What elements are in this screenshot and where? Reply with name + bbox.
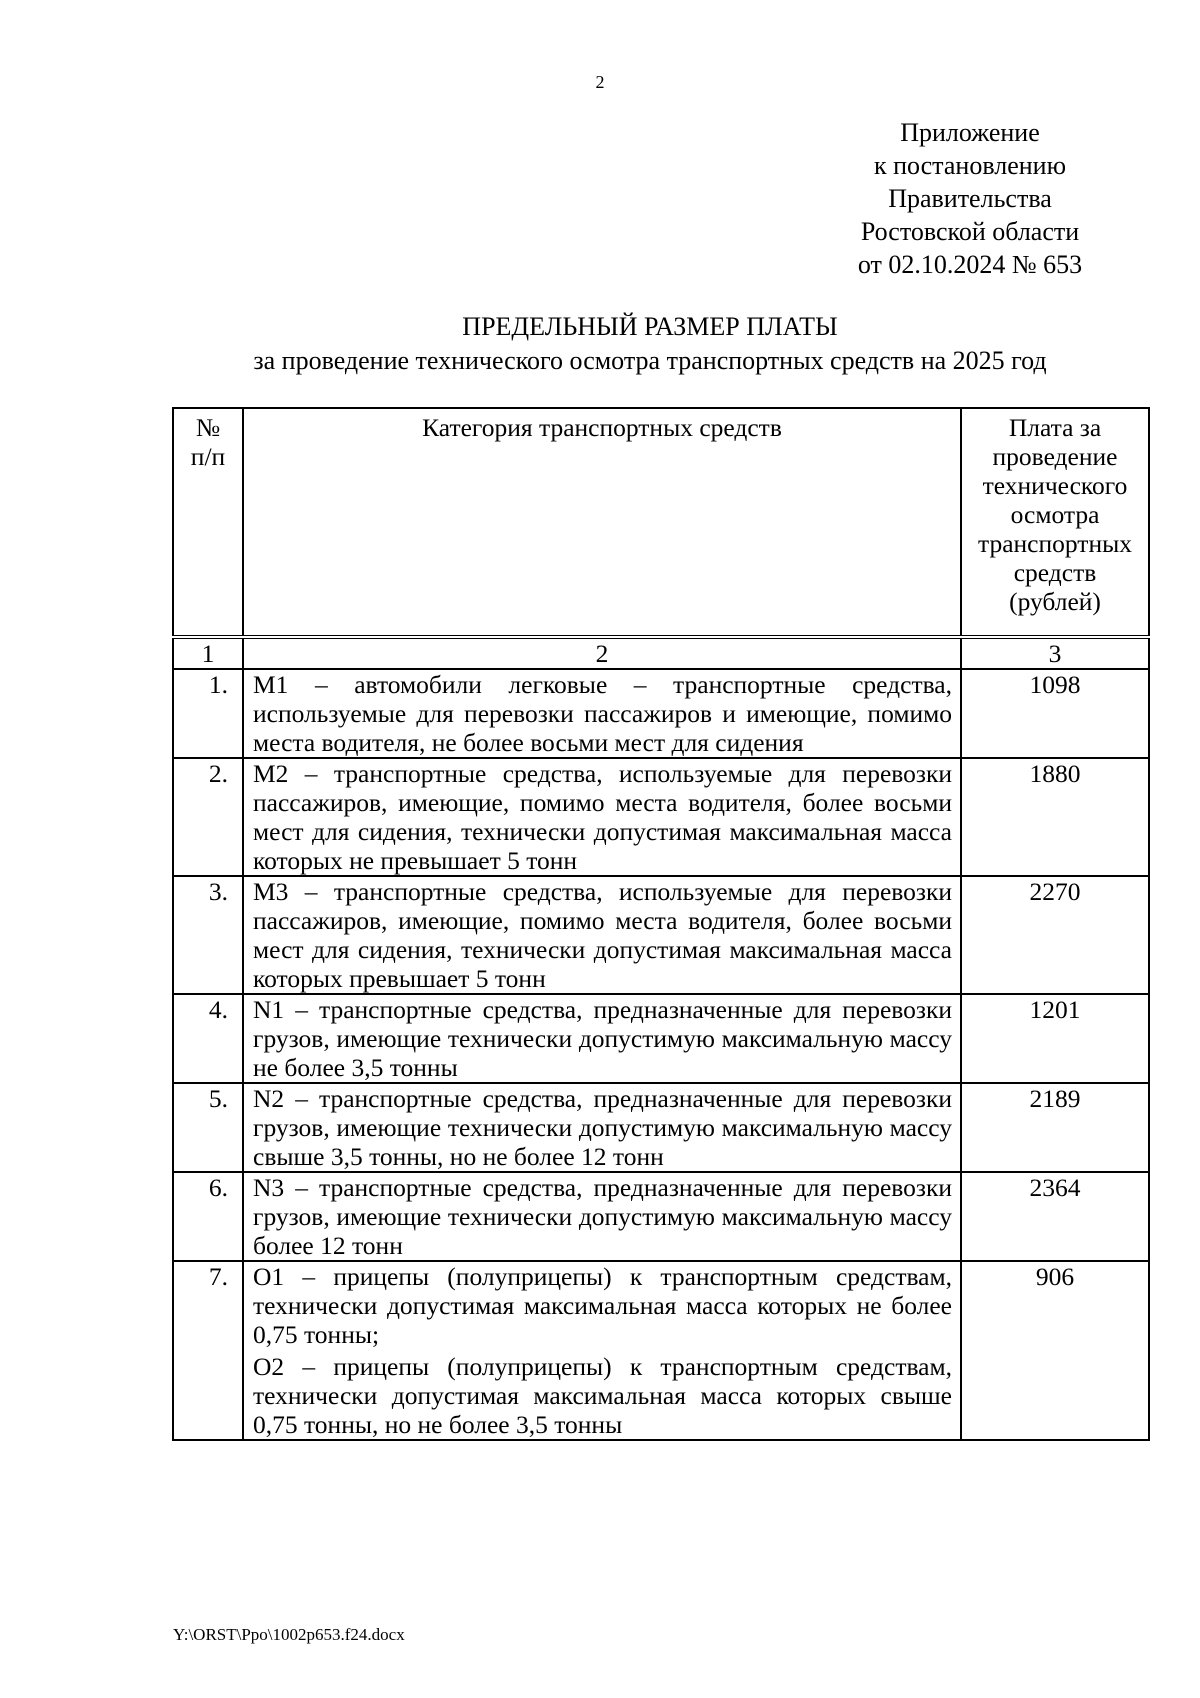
table-row (173, 1261, 1149, 1440)
appendix-block (800, 116, 1140, 281)
category-paragraph: N1 – транспортные средства, предназначенные для перевозки грузов, имеющие технически допустимую максимальную массу не более 3,5 тонны (253, 995, 952, 1082)
title-subtitle: за проведение технического осмотра транспортных средств на 2025 год (253, 346, 1047, 375)
row-category-description (243, 669, 961, 758)
column-index: 2 (243, 637, 961, 669)
category-paragraph: M3 – транспортные средства, используемые для перевозки пассажиров, имеющие, помимо места водителя, более восьми мест для сидения, технически допустимая максимальная масса которых превышает 5 тонн (253, 877, 952, 993)
row-category-description (243, 994, 961, 1083)
header-category: Категория транспортных средств (243, 408, 961, 637)
column-index: 3 (961, 637, 1149, 669)
row-number: 4. (173, 994, 243, 1083)
table-row (173, 1172, 1149, 1261)
header-number-text: № п/п (190, 413, 226, 471)
category-paragraph: N2 – транспортные средства, предназначенные для перевозки грузов, имеющие технически допустимую максимальную массу свыше 3,5 тонны, но не более 12 тонн (253, 1084, 952, 1171)
table-row (173, 876, 1149, 994)
title-main: ПРЕДЕЛЬНЫЙ РАЗМЕР ПЛАТЫ (462, 312, 838, 341)
category-paragraph: N3 – транспортные средства, предназначенные для перевозки грузов, имеющие технически допустимую максимальную массу более 12 тонн (253, 1173, 952, 1260)
row-fee: 2189 (961, 1083, 1149, 1172)
table-row (173, 994, 1149, 1083)
table-row (173, 1083, 1149, 1172)
table-header-row (173, 408, 1149, 637)
row-number: 3. (173, 876, 243, 994)
category-paragraph: M2 – транспортные средства, используемые для перевозки пассажиров, имеющие, помимо места водителя, более восьми мест для сидения, технически допустимая максимальная масса которых не превышает 5 тонн (253, 759, 952, 875)
appendix-line: Правительства (888, 184, 1052, 213)
column-index: 1 (173, 637, 243, 669)
category-paragraph: M1 – автомобили легковые – транспортные средства, используемые для перевозки пассажиров и имеющие, помимо места водителя, не более восьми мест для сидения (253, 670, 952, 757)
row-fee: 2270 (961, 876, 1149, 994)
column-index-row (173, 637, 1149, 669)
fee-table (172, 407, 1150, 1441)
footer-file-path: Y:\ORST\Ppo\1002p653.f24.docx (173, 1625, 405, 1644)
row-fee: 1201 (961, 994, 1149, 1083)
row-number: 6. (173, 1172, 243, 1261)
row-number: 5. (173, 1083, 243, 1172)
row-category-description (243, 876, 961, 994)
table-row (173, 758, 1149, 876)
row-fee: 2364 (961, 1172, 1149, 1261)
row-number: 7. (173, 1261, 243, 1440)
row-number: 1. (173, 669, 243, 758)
row-category-description (243, 1172, 961, 1261)
row-category-description (243, 1083, 961, 1172)
table-row (173, 669, 1149, 758)
row-fee: 1880 (961, 758, 1149, 876)
appendix-line: Ростовской области (860, 217, 1080, 246)
category-paragraph: O1 – прицепы (полуприцепы) к транспортным средствам, технически допустимая максимальная масса которых не более 0,75 тонны; (253, 1262, 952, 1349)
row-fee: 1098 (961, 669, 1149, 758)
header-number (173, 408, 243, 637)
row-number: 2. (173, 758, 243, 876)
header-fee: Плата за проведение технического осмотра транспортных средств (рублей) (961, 408, 1149, 637)
row-fee: 906 (961, 1261, 1149, 1440)
category-paragraph: O2 – прицепы (полуприцепы) к транспортным средствам, технически допустимая максимальная масса которых свыше 0,75 тонны, но не более 3,5 тонны (253, 1352, 952, 1439)
row-category-description (243, 1261, 961, 1440)
appendix-line: к постановлению (873, 151, 1067, 180)
appendix-line: Приложение (900, 118, 1040, 147)
row-category-description (243, 758, 961, 876)
appendix-line: от 02.10.2024 № 653 (857, 250, 1083, 279)
document-title (170, 310, 1130, 378)
page-number: 2 (595, 72, 605, 92)
